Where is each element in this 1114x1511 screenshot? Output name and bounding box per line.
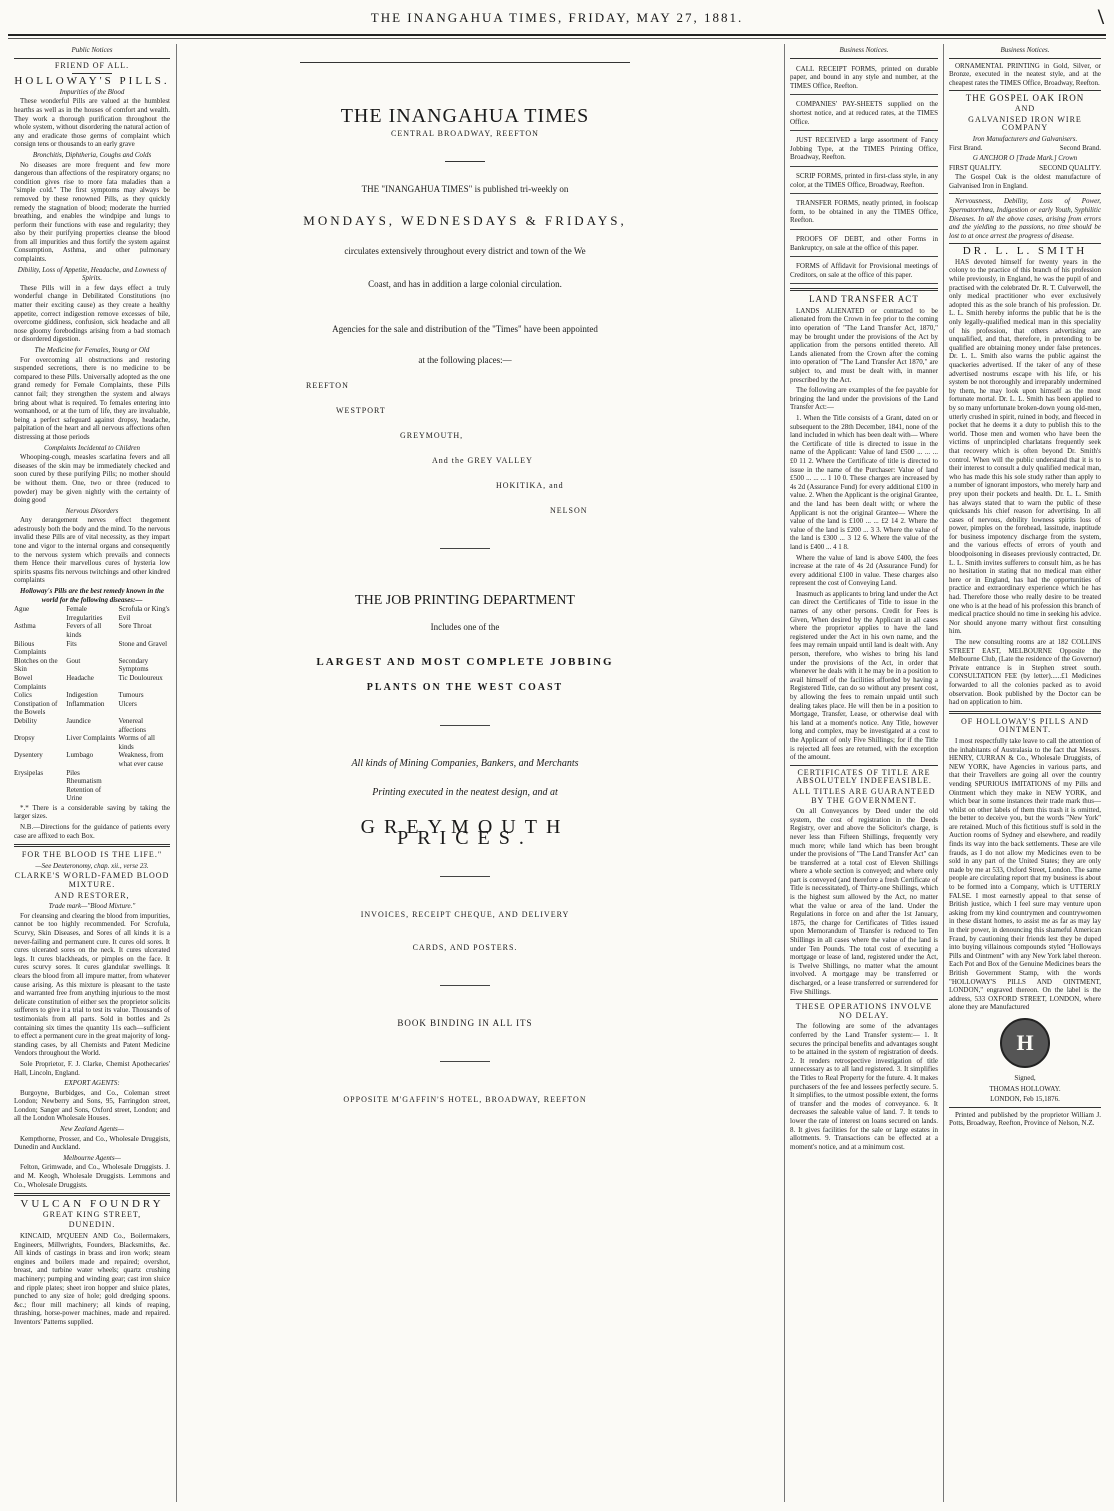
column-times-notice xyxy=(300,44,630,1502)
column-rule xyxy=(943,44,944,1502)
dr-smith-title: DR. L. L. SMITH xyxy=(962,245,1088,258)
clarke-title: CLARKE'S WORLD-FAMED BLOOD MIXTURE. xyxy=(14,871,170,890)
fees-text: 1. When the Title consists of a Grant, dated on or subsequent to the 28th December, 1841, none of the land included in which has been dealt with— Where the Certificate of title is directed to issue in the name of the Applicant: Value of land £500 ... ... ... £0 11 2. Where the Certificate of title is directed to issue in the name of the Purchaser: Value of land £500 ... ... ... 1 10 0. These charges are increased by 4s 2d (Assurance Fund) for every additional £100 in value. 2. When the Applicant is the original Grantee, and the land has been dealt with; or where the Applicant is not the original Grantee— Where the value of the land is £100 ... ... £2 14 2. Where the value of the land is £200 ... 3 3. Where the value of the land is £300 ... 3 12 6. Where the value of the land is £400 ... 4 1 8. xyxy=(790,414,938,551)
divider xyxy=(440,725,490,726)
dr-smith-text: HAS devoted himself for twenty years in the colony to the practice of this branch of his profession while previously, in England, he was the pupil of and practised with the celebrated Dr. R. T. Culverwell, the only medical practitioner who ever exclusively adopted this as the sole branch of his profession. Dr. L. L. Smith hereby informs the public that he is the only legally-qualified medical man in this speciality of his profession, that others advertising are unqualified, and that, therefore, in pretending to be qualified are obtaining money under false pretences. Dr. L. L. Smith also warns the public against the quackeries advertised. If the taker of any of these advertised nostrums escape with his life, or his system be not thoroughly and irreparably undermined by them, he may look upon himself as the most fortunate mortal. Dr. L. L. Smith has been applied to by so many unfortunate broken-down young old-men, utterly crushed in spirit, ruined in body, and fleeced in pocket that he deems it a duty to publish this to the world. Those men and women who have been the victims of unprincipled charlatans frequently seek that recovery which is often beyond Dr. Smith's control. When will the public understand that it is to their interest to consult a duly qualified medical man, who has made this his sole study rather than apply to a number of ignorant impostors, who merely harp and prey upon their pockets and health. Dr. L. L. Smith has always stated that to warn the public of these quicksands his chief reason for advertising. In all cases of nervous, debility lowness spirits loss of power, pimples on the forehead, lassitude, inaptitude for business impotency discharge from the system, and the various effects of errors of youth and bloodpoisoning in diseases previously contracted, Dr. L. L. Smith invites sufferers to consult him, as he has no hesitation in stating that no medical man either here or in England, has had the opportunities of practice and extraordinary experience which he has had. Therefore those who really desire to be treated one who is at the head of his profession this branch of medical practice should no time in seeking his advice. Nor should anyone marry without first consulting him. xyxy=(949,257,1101,636)
export-text: Burgoyne, Burbidges, and Co., Coleman street London; Newberry and Sons, 95, Farringdon street, London; Sanger and Sons, Oxford street, London; and all the London Wholesale Houses. xyxy=(14,1088,170,1123)
divider xyxy=(949,90,1101,91)
business-ads-list xyxy=(790,62,938,285)
females-text: For overcoming all obstructions and restoring suspended secretions, there is no medicine to be compared to these Pills. Universally adopted as the one grand remedy for Female Complaints, these Pills cannot fail; they strengthen the system and always bring about what is required. To females entering into womanhood, or at the turn of life, they are invaluable, being a perfect safeguard against dropsy, headache, palpitation of the heart and all nervous affections often distressing at those periods xyxy=(14,355,170,441)
vulcan-title: VULCAN FOUNDRY xyxy=(20,1198,164,1211)
proprietor: Sole Proprietor, F. J. Clarke, Chemist Apothecaries' Hall, Lincoln, England. xyxy=(14,1059,170,1077)
nz-agents-heading: New Zealand Agents— xyxy=(59,1125,125,1134)
disease-cell: Secondary Symptoms xyxy=(118,656,149,674)
second-brand: Second Brand. xyxy=(1059,144,1101,153)
divider xyxy=(440,985,490,986)
consulting-rooms-text: The new consulting rooms are at 182 COLLINS STREET EAST, MELBOURNE Opposite the Melbourne Club, (Late the residence of the Governor) Private entrance is in Stephen street south. CONSULTATION FEE (by letter)......£1 Medicines forwarded to all the colonies packed as to avoid observation. Book published by the Doctor can be had on application to him. xyxy=(949,638,1101,707)
place-item: GREYMOUTH, xyxy=(400,431,464,440)
disease-cell: Retention of Urine xyxy=(66,785,102,803)
blood-reference: —See Deuteronomy, chap. xii., verse 23. xyxy=(35,861,149,870)
bronchitis-text: No diseases are more frequent and few more dangerous than affections of the respiratory organs; no condition gives rise to more fata maladies than a "simple cold." The first symptoms may always be removed by these renowned Pills, as they quickly remedy the stagnation of blood; moderate the hurried breathing, and enables the windpipe and lungs to perform their functions with ease and regularity; they also by their purifying properties cleanse the blood from all impurities and thus fortify the system against Consumption, Asthma, and other pulmonary complaints. xyxy=(14,160,170,264)
diseases-table xyxy=(14,605,170,803)
column-business-notices xyxy=(790,44,938,1502)
disease-cell xyxy=(119,777,170,786)
greymouth-prices: GREYMOUTH PRICES. xyxy=(360,816,570,849)
gospel-oak-company: GALVANISED IRON WIRE COMPANY xyxy=(968,114,1082,133)
signed-label: Signed, xyxy=(1014,1073,1036,1082)
disease-cell: Venereal affections xyxy=(118,716,147,734)
disease-row xyxy=(14,640,170,657)
places-intro: at the following places:— xyxy=(418,355,512,365)
opposite-hotel-text: OPPOSITE M'GAFFIN'S HOTEL, BROADWAY, REEFTON xyxy=(343,1095,587,1104)
masthead xyxy=(0,0,1114,38)
disease-row xyxy=(14,734,170,751)
divider xyxy=(790,288,938,291)
nervousness-text: Nervousness, Debility, Loss of Power, Spermatorrhœa, Indigestion or early Youth, Syphilitic Diseases. In all the above cases, arising from errors and the yielding to the passions, no time should be lost to at once arrest the progress of disease. xyxy=(949,197,1101,240)
divider xyxy=(14,844,170,847)
first-brand: First Brand. xyxy=(949,144,983,153)
section-label: Business Notices. xyxy=(839,46,889,54)
divider xyxy=(440,1061,490,1062)
disease-cell xyxy=(119,769,170,778)
disease-cell: Asthma xyxy=(14,622,36,631)
first-quality: FIRST QUALITY. xyxy=(949,163,1002,172)
business-ad: SCRIP FORMS, printed in first-class style, in any color, at the TIMES Office, Broadway, Reefton. xyxy=(790,169,938,194)
plants-text: PLANTS ON THE WEST COAST xyxy=(366,682,564,693)
remedy-heading: Holloway's Pills are the best remedy known in the world for the following diseases:— xyxy=(20,587,164,604)
places-list xyxy=(300,380,630,516)
place-item: HOKITIKA, and xyxy=(496,481,564,490)
children-heading: Complaints Incidental to Children xyxy=(44,443,140,452)
second-quality: SECOND QUALITY. xyxy=(1039,163,1101,172)
ornamental-printing-ad: ORNAMENTAL PRINTING in Gold, Silver, or Bronze, executed in the neatest style, and at the cheapest rates the TIMES Office, Broadway, Reefton. xyxy=(949,61,1101,87)
nz-agents-text: Kempthorne, Prosser, and Co., Wholesale Druggists, Dunedin and Auckland. xyxy=(14,1134,170,1152)
signature: THOMAS HOLLOWAY. xyxy=(989,1084,1061,1093)
disease-cell: Colics xyxy=(14,691,32,700)
disease-cell: Fevers of all kinds xyxy=(66,622,102,639)
business-ad: FORMS of Affidavit for Provisional meetings of Creditors, on sale at the office of this paper. xyxy=(790,259,938,284)
blood-heading: FOR THE BLOOD IS THE LIFE." xyxy=(21,850,163,860)
disease-cell xyxy=(14,777,65,786)
melbourne-agents-heading: Melbourne Agents— xyxy=(63,1153,121,1162)
vulcan-street: GREAT KING STREET, xyxy=(42,1209,142,1219)
kincaid-text: KINCAID, M'QUEEN AND Co., Boilermakers, Engineers, Millwrights, Founders, Blacksmiths, &c. All kinds of castings in brass and iron work; steam engines and boilers made and repaired; overshot, breast, and turbine water wheels; quartz crushing machinery; pumping and winding gear; cast iron sluice and ripple plates; sheet iron hopper and sluice plates, punched to any size of hole; gold dredging spoons. &c.; flour mill machinery; all kinds of reaping, thrashing, horse-power machines, made and repaired. Inventors' Patterns supplied. xyxy=(14,1232,170,1326)
signature-date: LONDON, Feb 15,1876. xyxy=(990,1095,1060,1104)
divider xyxy=(949,243,1101,244)
divider xyxy=(949,711,1101,714)
export-heading: EXPORT AGENTS: xyxy=(64,1079,120,1088)
column-public-notices xyxy=(14,44,170,1502)
business-ad: COMPANIES' PAY-SHEETS supplied on the shortest notice, and at reduced rates, at the TIMES Office. xyxy=(790,97,938,131)
times-title: THE INANGAHUA TIMES xyxy=(340,105,590,127)
divider xyxy=(300,62,630,63)
divider xyxy=(14,1193,170,1196)
circulation-text-2: Coast, and has in addition a large colonial circulation. xyxy=(368,279,562,289)
divider xyxy=(949,1107,1101,1108)
disease-cell: Bilious Complaints xyxy=(14,639,47,657)
place-item: WESTPORT xyxy=(336,406,386,415)
holloway-notice-title: OF HOLLOWAY'S PILLS AND OINTMENT. xyxy=(961,716,1089,735)
divider xyxy=(445,161,485,162)
disease-cell: Headache xyxy=(66,673,94,682)
no-delay-heading: THESE OPERATIONS INVOLVE NO DELAY. xyxy=(795,1002,933,1020)
disease-cell: Liver Complaints xyxy=(66,734,116,743)
disease-row xyxy=(14,605,170,622)
disease-row xyxy=(14,622,170,639)
disease-cell: Indigestion xyxy=(66,691,98,700)
brand-mark: G ANCHOR O [Trade Mark.] Crown xyxy=(972,153,1078,162)
quality-row xyxy=(949,164,1101,173)
land-transfer-text: LANDS ALIENATED or contracted to be alienated from the Crown in fee prior to the coming into operation of "The Land Transfer Act, 1870," may be brought under the provisions of the Act by application from the persons entitled thereto. All Lands alienated from the Crown after the coming into operation of "The Land Transfer Act 1870," are subject to, and must be dealt with, in manner prescribed by the Act. xyxy=(790,306,938,384)
disease-row xyxy=(14,691,170,700)
nb-note: N.B.—Directions for the guidance of patients every case are affixed to each Box. xyxy=(14,823,170,840)
times-address: CENTRAL BROADWAY, REEFTON xyxy=(391,129,539,138)
gospel-oak-subtitle: Iron Manufacturers and Galvanisers. xyxy=(972,134,1078,143)
fees-extra: Inasmuch as applicants to bring land under the Act can direct the Certificates of Title to issue in the names of any other persons. Credit for Fees is Given, When desired by the Applicant in all cases where the proprietor applies to have the land registered under the Act in his own name, and the fees may remain unpaid until land is dealt with. Any person, therefore, who wishes to bring his land under the provisions of the Act, in order that whenever he deals with it he may be in a position to avail himself of the facilities afforded by having a Registered Title, can do so without any present cost, by allowing the fees to remain unpaid until such dealing takes place. He will then be in a position to Mortgage, Transfer, Lease, or otherwise deal with his land at a moment's notice. Any Title, however long and complex, may be investigated at a cost to the Applicant of only Five Shillings; for if the Title is rejected all fees are returned, with the exception of the amount. xyxy=(790,589,938,762)
business-ad: TRANSFER FORMS, neatly printed, in foolscap form, to be obtained in any the TIMES Office, Reefton. xyxy=(790,196,938,230)
printing-executed-text: Printing executed in the neatest design, and at xyxy=(372,787,558,798)
disease-cell: Weakness, from what ever cause xyxy=(118,751,164,768)
disease-cell: Inflammation xyxy=(66,699,105,708)
book-binding-text: BOOK BINDING IN ALL ITS xyxy=(397,1018,533,1028)
disease-cell: Debility xyxy=(14,716,37,725)
circulation-text-1: circulates extensively throughout every district and town of the We xyxy=(344,246,586,256)
masthead-rule xyxy=(8,34,1106,36)
land-transfer-heading: LAND TRANSFER ACT xyxy=(809,294,919,305)
section-label: Public Notices xyxy=(71,46,113,54)
business-ad: PROOFS OF DEBT, and other Forms in Bankruptcy, on sale at the office of this paper. xyxy=(790,232,938,257)
children-text: Whooping-cough, measles scarlatina fevers and all diseases of the skin may be immediately checked and soon cured by these purifying Pills; no mother should be without them. One, two or three (reduced to powder) may be given nightly with the certainty of doing good xyxy=(14,453,170,505)
masthead-title: THE INANGAHUA TIMES, FRIDAY, MAY 27, 1881. xyxy=(370,10,744,25)
fees-intro: The following are examples of the fee payable for bringing the land under the provisions of the Land Transfer Act:— xyxy=(790,386,938,412)
disease-cell: Worms of all kinds xyxy=(118,734,155,751)
certificates-heading: CERTIFICATES OF TITLE ARE ABSOLUTELY INDEFEASIBLE. xyxy=(796,767,932,786)
disease-cell: Constipation of the Bowels xyxy=(14,699,58,717)
masthead-rule-thin xyxy=(8,38,1106,39)
invoices-text: INVOICES, RECEIPT CHEQUE, AND DELIVERY xyxy=(360,910,570,919)
divider xyxy=(790,765,938,766)
job-printing-title: THE JOB PRINTING DEPARTMENT xyxy=(355,593,575,608)
advantages-text: The following are some of the advantages conferred by the Land Transfer system:— 1. It secures the principal benefits and advantages sought to be attained in the system of registration of deeds. 2. It renders retrospective investigation of title unnecessary as to all land registered. 3. It simplifies the Titles to Real Property for the future. 4. It makes purchasers of the fee and lessees perfectly secure. 5. It simplifies, to the utmost possible extent, the forms of transfer and the modes of conveyance. 6. It decreases the saleable value of land. 7. It tends to lower the rate of interest on loans secured on lands. 8. It gives facilities for the sale or large estates in allotments. 9. Transactions can be effected at a moment's notice, and at a minimum cost. xyxy=(790,1022,938,1151)
agencies-text: Agencies for the sale and distribution of the "Times" have been appointed xyxy=(332,324,598,334)
largest-text: LARGEST AND MOST COMPLETE JOBBING xyxy=(316,656,614,668)
disease-cell: Dropsy xyxy=(14,734,35,743)
restorer-heading: AND RESTORER, xyxy=(54,890,130,900)
holloway-pills-title: HOLLOWAY'S PILLS. xyxy=(14,75,170,88)
business-ad: CALL RECEIPT FORMS, printed on durable paper, and bound in any style and number, at the TIMES Office, Reefton. xyxy=(790,62,938,96)
melbourne-agents-text: Felton, Grimwade, and Co., Wholesale Druggists. J. and M. Keogh, Wholesale Druggists. Lemmons and Co., Wholesale Druggists. xyxy=(14,1163,170,1189)
divider xyxy=(14,58,170,59)
disease-cell: Erysipelas xyxy=(14,768,44,777)
disease-row xyxy=(14,786,170,803)
disease-cell: Gout xyxy=(66,656,81,665)
disease-row xyxy=(14,700,170,717)
disease-cell: Blotches on the Skin xyxy=(14,656,58,674)
disease-cell: Ague xyxy=(14,605,30,614)
disease-row xyxy=(14,769,170,778)
disease-cell: Scrofula or King's Evil xyxy=(118,605,170,622)
place-item: REEFTON xyxy=(306,381,349,390)
fees-tail: Where the value of land is above £400, the fees increase at the rate of 4s 2d (Assurance Fund) for every additional £100 in value. These charges also represent the cost of Conveying Land. xyxy=(790,553,938,588)
imprint: Printed and published by the proprietor William J. Potts, Broadway, Reefton, Province of Nelson, N.Z. xyxy=(949,1110,1101,1128)
divider xyxy=(790,58,938,59)
guaranteed-heading: ALL TITLES ARE GUARANTEED BY THE GOVERNMENT. xyxy=(792,786,936,805)
friend-heading: FRIEND OF ALL. xyxy=(54,60,130,70)
column-rule xyxy=(784,44,785,1502)
column-rule xyxy=(176,44,177,1502)
disease-row xyxy=(14,777,170,786)
saving-note: *.* There is a considerable saving by taking the larger sizes. xyxy=(14,803,170,821)
published-text: THE "INANGAHUA TIMES" is published tri-weekly on xyxy=(361,184,569,194)
disease-row xyxy=(14,751,170,768)
disease-row xyxy=(14,674,170,691)
disease-row xyxy=(14,657,170,674)
gospel-oak-and: AND xyxy=(1014,103,1036,113)
disease-cell: Tic Douloureux xyxy=(118,673,163,682)
place-item: NELSON xyxy=(550,506,588,515)
clarke-text: For cleansing and clearing the blood from impurities, cannot be too highly recommended. For Scrofula, Scurvy, Skin Diseases, and Sores of all kinds it is a never-failing and permanent cure. It cures old sores. It cures ulcerated sores on the neck. It cures ulcerated legs. It cures blackheads, or pimples on the face. It cures scurvy sores. It cures glandular swellings. It clears the blood from all impure matter, from whatever cause arising. As this mixture is pleasant to the taste and warranted free from anything injurious to the most delicate constitution of either sex the proprietor solicits sufferers to give it a trial to test its value. Thousands of testimonials from all parts. Sold in bottles and 2s containing six times the quantity 11s each—sufficient to effect a permanent cure in the great majority of long-standing cases, by all Chemists and Patent Medicine Vendors throughout the World. xyxy=(14,911,170,1058)
gospel-oak-text: The Gospel Oak is the oldest manufacture of Galvanised Iron in England. xyxy=(949,173,1101,190)
disease-cell: Female Irregularities xyxy=(66,605,103,622)
bronchitis-heading: Bronchitis, Diphtheria, Coughs and Colds xyxy=(32,150,152,159)
business-ad: JUST RECEIVED a large assortment of Fancy Jobbing Type, at the TIMES Printing Office, Broadway, Reefton. xyxy=(790,133,938,167)
column-business-notices-2 xyxy=(949,44,1101,1502)
disease-cell: Ulcers xyxy=(118,699,137,708)
disease-row xyxy=(14,717,170,734)
impurities-text: These wonderful Pills are valued at the humblest hearths as well as in the houses of comfort and wealth. They work a thorough purification throughout the whole system, without disordering the natural action of any and eradicate those germs of complaint which consign tens or thousands to an early grave xyxy=(14,97,170,149)
section-label: Business Notices. xyxy=(1000,46,1050,54)
divider xyxy=(72,73,112,74)
disease-cell: Stone and Gravel xyxy=(118,639,168,648)
disease-cell: Fits xyxy=(66,639,77,648)
publication-days: MONDAYS, WEDNESDAYS & FRIDAYS, xyxy=(303,213,627,228)
divider xyxy=(949,193,1101,194)
disease-cell: Tumours xyxy=(118,691,144,700)
trade-mark-seal-icon: H xyxy=(1000,1018,1050,1068)
brand-row xyxy=(949,144,1101,153)
debility-text: These Pills will in a few days effect a truly wonderful change in Debilitated Constitutions (no matter their exciting cause) as they create a healthy appetite, correct indigestion remove excesses of bile, overcome giddiness, confusion, sick headache and all nose gloomy forebodings arising from a bad stomach or disordered digestion. xyxy=(14,283,170,344)
disease-cell xyxy=(14,786,65,803)
disease-cell: Dysentery xyxy=(14,751,43,760)
disease-cell: Lumbago xyxy=(66,751,94,760)
cards-text: CARDS, AND POSTERS. xyxy=(412,943,518,952)
divider xyxy=(440,876,490,877)
nervous-text: Any derangement nerves effect thegement adestrously both the body and the mind. To the nervous invalid these Pills are of vital necessity, as they impart tone and vigor to the internal organs and consequently to the nervous system which prevails and connects them Hence their marvellous cures of hysteria low spirits spasms fits nervous twitchings and other kindred complaints xyxy=(14,516,170,585)
divider xyxy=(949,58,1101,59)
disease-cell: Rheumatism xyxy=(66,777,102,786)
corner-mark: \ xyxy=(1097,4,1104,29)
trade-mark: Trade mark—"Blood Mixture." xyxy=(48,902,136,911)
debility-heading: Dibility, Loss of Appetite, Headache, and Lowness of Spirits. xyxy=(17,265,167,283)
disease-cell: Jaundice xyxy=(66,716,91,725)
disease-cell xyxy=(119,786,170,803)
holloway-notice-text: I most respectfully take leave to call the attention of the inhabitants of Australasia to the fact that Messrs. HENRY, CURRAN & Co., Wholesale Druggists, of NEW YORK, have Agencies in various parts, and that their Travellers are going all over the country vending SPURIOUS IMITATIONS of my Pills and Ointment which they make in NEW YORK, and which bear in some instances their trade mark thus—whilst on other labels of them this trash it is omitted, the better to deceive you, but the words "New York" are retained. Much of this fictitious stuff is sold in the Auction rooms of Sydney and elsewhere, and readily finds its way into the back settlements. These are vile frauds, as I do not allow my Medicines even to be sold in any part of the United States; they are only made by me at 533, Oxford Street, London. The same people are circulating report that my business is about to be formed into a Company, which is UTTERLY FALSE. I most earnestly appeal to that sense of British justice, which I feel sure may venture upon asking from my kind countrymen and countrywomen in these distant homes, to assist me as far as may lay in their power, in denouncing this shameful American Fraud, by cautioning their friends lest they be duped into buying villainous compounds styled "Holloways Pills and Ointment" with any New York label thereon. Each Pot and Box of the Genuine Medicines bears the British Government Stamp, with the words "HOLLOWAY'S PILLS AND OINTMENT, LONDON," engraved thereon. On the label is the address, 533 OXFORD STREET, LONDON, where alone they are Manufactured xyxy=(949,736,1101,1012)
females-heading: The Medicine for Females, Young or Old xyxy=(34,346,150,354)
gospel-oak-title: THE GOSPEL OAK IRON xyxy=(965,93,1085,104)
disease-cell: Sore Throat xyxy=(118,622,152,631)
divider xyxy=(440,548,490,549)
disease-cell: Bowel Complaints xyxy=(14,673,47,691)
disease-cell: Piles xyxy=(66,768,80,777)
place-item: And the GREY VALLEY xyxy=(432,456,533,465)
includes-text: Includes one of the xyxy=(430,622,500,632)
mining-companies-text: All kinds of Mining Companies, Bankers, and Merchants xyxy=(351,758,579,769)
nervous-heading: Nervous Disorders xyxy=(65,506,119,515)
certificates-text: On all Conveyances by Deed under the old system, the cost of registration in the Deeds Registry, over and above the Solicitor's charge, is never less than Fifteen Shillings, frequently very much more; while land which has been brought under the provisions of "The Land Transfer Act" can be transferred at a total cost of Eleven Shillings where a whole section is conveyed; and where only part is conveyed (and therefore a fresh Certificate of Title is necessitated), of Thirty-one Shillings, which is the highest sum allowed by the Act, no matter what the value or area of the land. Under the Regulations in force on and after the 1st January, 1875, the charge for Certificates of Titles issued upon Memorandum of Transfer is reduced to Ten Shillings in all cases where the value of the land is under Ten Pounds. The total cost of executing a mortgage or lease of land, registered under the Act, is Twelve Shillings, no matter what the amount involved. A mortgage may be transferred or discharged, or a lease transferred or surrendered for Five Shillings. xyxy=(790,807,938,996)
divider xyxy=(790,999,938,1000)
vulcan-town: DUNEDIN. xyxy=(68,1220,116,1230)
impurities-heading: Impurities of the Blood xyxy=(59,87,125,96)
